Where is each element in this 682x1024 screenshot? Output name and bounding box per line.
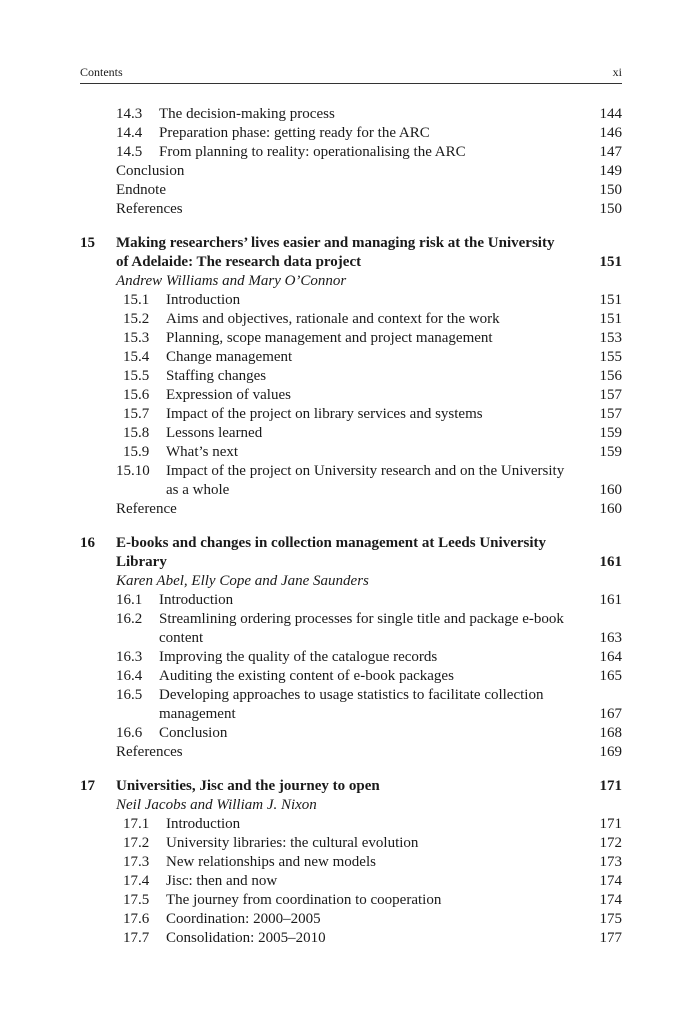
toc-entry[interactable] [0, 386, 682, 405]
chapter-title: E-books and changes in collection management at Leeds University [116, 535, 547, 551]
page-number: 156 [599, 368, 622, 384]
toc-entry-cont[interactable] [0, 705, 682, 724]
section-number: 15.4 [123, 349, 150, 365]
page-number: 144 [599, 106, 622, 122]
chapter-title: Making researchers’ lives easier and managing risk at the University [116, 235, 555, 251]
section-number: 17.6 [123, 911, 150, 927]
page-number: 174 [599, 892, 622, 908]
section-number: 15.2 [123, 311, 150, 327]
section-title: Endnote [116, 182, 166, 198]
section-title: From planning to reality: operationalising the ARC [159, 144, 466, 160]
toc-entry[interactable] [0, 291, 682, 310]
toc-entry[interactable] [0, 834, 682, 853]
section-title: Staffing changes [166, 368, 267, 384]
chapter-number: 15 [80, 235, 95, 251]
chapter-page: 171 [599, 778, 622, 794]
chapter-page: 151 [599, 254, 622, 270]
toc-entry[interactable] [0, 367, 682, 386]
toc-entry[interactable] [0, 462, 682, 481]
section-title: The journey from coordination to cooperation [166, 892, 442, 908]
toc-entry[interactable] [0, 405, 682, 424]
page-number: 160 [599, 482, 622, 498]
section-number: 16.5 [116, 687, 143, 703]
toc-entry[interactable] [0, 891, 682, 910]
chapter-title: Universities, Jisc and the journey to open [116, 778, 380, 794]
section-number: 15.7 [123, 406, 150, 422]
toc-entry[interactable] [0, 424, 682, 443]
section-title: Introduction [166, 816, 241, 832]
toc-entry[interactable] [0, 929, 682, 948]
page-number: 164 [599, 649, 622, 665]
running-header [80, 63, 622, 84]
page-number: 171 [599, 816, 622, 832]
section-title: content [159, 630, 204, 646]
page-number: 151 [599, 311, 622, 327]
section-title: University libraries: the cultural evolution [166, 835, 419, 851]
section-number: 15.1 [123, 292, 150, 308]
section-number: 16.2 [116, 611, 143, 627]
page-number: 150 [599, 182, 622, 198]
header-section-title: Contents [80, 65, 123, 79]
section-title: Auditing the existing content of e-book packages [159, 668, 454, 684]
section-number: 16.6 [116, 725, 143, 741]
section-title: Lessons learned [166, 425, 263, 441]
toc-entry[interactable] [0, 348, 682, 367]
chapter-heading-cont[interactable] [0, 553, 682, 572]
toc-entry[interactable] [0, 143, 682, 162]
chapter-page: 161 [599, 554, 622, 570]
section-number: 14.4 [116, 125, 143, 141]
section-number: 17.1 [123, 816, 150, 832]
section-number: 15.6 [123, 387, 150, 403]
toc-entry[interactable] [0, 443, 682, 462]
section-title: References [116, 201, 183, 217]
chapter-heading[interactable] [0, 777, 682, 796]
page-number: 163 [599, 630, 622, 646]
page-number: 172 [599, 835, 622, 851]
page-number: 159 [599, 425, 622, 441]
section-number: 15.3 [123, 330, 150, 346]
section-number: 15.10 [116, 463, 150, 479]
section-number: 15.9 [123, 444, 150, 460]
toc-entry[interactable] [0, 815, 682, 834]
toc-entry[interactable] [0, 853, 682, 872]
chapter-number: 16 [80, 535, 95, 551]
section-title: Change management [166, 349, 293, 365]
section-title: References [116, 744, 183, 760]
section-title: Introduction [166, 292, 241, 308]
page-number: 149 [599, 163, 622, 179]
toc-entry[interactable] [0, 200, 682, 219]
section-number: 17.4 [123, 873, 150, 889]
page-number: 147 [599, 144, 622, 160]
section-title: Jisc: then and now [166, 873, 278, 889]
section-title: Coordination: 2000–2005 [166, 911, 321, 927]
section-title: Developing approaches to usage statistics to facilitate collection [159, 687, 544, 703]
toc-entry[interactable] [0, 162, 682, 181]
page-number: 174 [599, 873, 622, 889]
chapter-heading[interactable] [0, 534, 682, 553]
section-title: What’s next [166, 444, 239, 460]
page-number: 161 [599, 592, 622, 608]
toc-entry[interactable] [0, 181, 682, 200]
section-number: 17.2 [123, 835, 150, 851]
section-title: New relationships and new models [166, 854, 376, 870]
section-title: Conclusion [116, 163, 185, 179]
section-title: Conclusion [159, 725, 228, 741]
toc-entry[interactable] [0, 310, 682, 329]
section-number: 14.3 [116, 106, 143, 122]
page-number: 168 [599, 725, 622, 741]
chapter-authors: Neil Jacobs and William J. Nixon [116, 797, 317, 813]
page-number: 165 [599, 668, 622, 684]
section-number: 17.3 [123, 854, 150, 870]
chapter-heading[interactable] [0, 234, 682, 253]
table-of-contents [0, 105, 682, 948]
page-number: 153 [599, 330, 622, 346]
page-number: 146 [599, 125, 622, 141]
chapter-authors: Karen Abel, Elly Cope and Jane Saunders [116, 573, 369, 589]
toc-entry[interactable] [0, 910, 682, 929]
section-title: Preparation phase: getting ready for the ARC [159, 125, 430, 141]
page-number: 157 [599, 387, 622, 403]
toc-entry[interactable] [0, 667, 682, 686]
section-title: Consolidation: 2005–2010 [166, 930, 326, 946]
page-number: 151 [599, 292, 622, 308]
chapter-authors: Andrew Williams and Mary O’Connor [116, 273, 347, 289]
chapter-number: 17 [80, 778, 95, 794]
toc-entry-cont[interactable] [0, 629, 682, 648]
page-number: 155 [599, 349, 622, 365]
chapter-title: Library [116, 554, 167, 570]
toc-entry[interactable] [0, 610, 682, 629]
section-number: 14.5 [116, 144, 143, 160]
page-number: 159 [599, 444, 622, 460]
toc-entry[interactable] [0, 648, 682, 667]
section-title: Streamlining ordering processes for single title and package e-book [159, 611, 564, 627]
toc-entry[interactable] [0, 872, 682, 891]
page-number: 173 [599, 854, 622, 870]
page-number: 169 [599, 744, 622, 760]
toc-entry[interactable] [0, 591, 682, 610]
section-number: 17.5 [123, 892, 150, 908]
section-number: 16.3 [116, 649, 143, 665]
section-number: 16.4 [116, 668, 143, 684]
page-number: 167 [599, 706, 622, 722]
toc-entry-cont[interactable] [0, 481, 682, 500]
section-number: 15.8 [123, 425, 150, 441]
toc-entry[interactable] [0, 124, 682, 143]
toc-entry[interactable] [0, 743, 682, 762]
page-number: 150 [599, 201, 622, 217]
section-title: Improving the quality of the catalogue records [159, 649, 438, 665]
toc-entry[interactable] [0, 724, 682, 743]
section-title: management [159, 706, 236, 722]
header-page-number: xi [612, 65, 622, 79]
section-number: 17.7 [123, 930, 150, 946]
page-number: 177 [599, 930, 622, 946]
toc-entry[interactable] [0, 686, 682, 705]
section-title: as a whole [166, 482, 230, 498]
page-number: 175 [599, 911, 622, 927]
toc-entry[interactable] [0, 500, 682, 519]
chapter-heading-cont[interactable] [0, 253, 682, 272]
section-title: The decision-making process [159, 106, 335, 122]
section-number: 16.1 [116, 592, 143, 608]
section-title: Planning, scope management and project management [166, 330, 493, 346]
page-number: 160 [599, 501, 622, 517]
toc-entry[interactable] [0, 105, 682, 124]
section-title: Expression of values [166, 387, 291, 403]
section-title: Aims and objectives, rationale and context for the work [166, 311, 500, 327]
section-title: Impact of the project on University research and on the University [166, 463, 565, 479]
page-number: 157 [599, 406, 622, 422]
section-title: Introduction [159, 592, 234, 608]
chapter-title: of Adelaide: The research data project [116, 254, 362, 270]
toc-entry[interactable] [0, 329, 682, 348]
section-number: 15.5 [123, 368, 150, 384]
section-title: Reference [116, 501, 177, 517]
section-title: Impact of the project on library services and systems [166, 406, 483, 422]
